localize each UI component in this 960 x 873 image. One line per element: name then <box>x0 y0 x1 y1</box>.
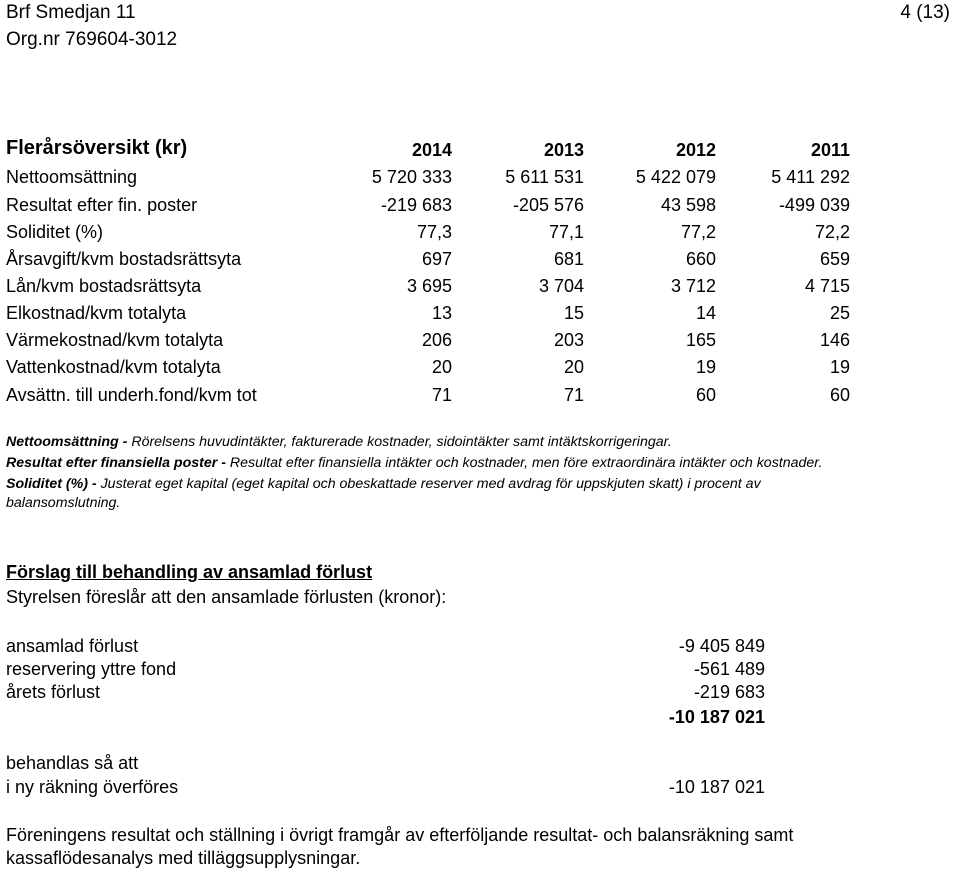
row-label: Årsavgift/kvm bostadsrättsyta <box>6 249 242 269</box>
handled-label: behandlas så att <box>6 753 139 773</box>
row-value: 203 <box>553 330 584 350</box>
year-header: 2014 <box>411 140 452 160</box>
note-text: Justerat eget kapital (eget kapital och obeskattade reserver med avdrag för uppskjuten skatt) i procent av <box>96 476 761 492</box>
row-value: 4 715 <box>804 276 850 296</box>
year-header: 2012 <box>675 140 716 160</box>
org-number: Org.nr 769604-3012 <box>6 29 178 50</box>
row-value: 3 704 <box>538 276 584 296</box>
note-term: Soliditet (%) - <box>6 476 97 492</box>
company-name: Brf Smedjan 11 <box>6 2 136 23</box>
row-value: -499 039 <box>778 195 850 215</box>
row-value: 14 <box>695 303 716 323</box>
row-value: 71 <box>431 385 452 405</box>
row-label: Soliditet (%) <box>6 222 104 242</box>
row-value: 60 <box>695 385 716 405</box>
row-value: 3 695 <box>406 276 452 296</box>
row-label: Vattenkostnad/kvm totalyta <box>6 357 221 377</box>
row-value: 77,2 <box>680 222 716 242</box>
year-header: 2013 <box>543 140 584 160</box>
row-value: 5 720 333 <box>371 167 452 187</box>
note-term: Nettoomsättning - <box>6 434 128 450</box>
row-value: -219 683 <box>380 195 452 215</box>
row-label: Avsättn. till underh.fond/kvm tot <box>6 385 257 405</box>
row-value: 19 <box>829 357 850 377</box>
row-value: 71 <box>563 385 584 405</box>
year-header: 2011 <box>810 140 850 160</box>
item-value: -561 489 <box>693 659 765 679</box>
carry-label: i ny räkning överföres <box>6 777 179 797</box>
item-label: årets förlust <box>6 682 101 702</box>
row-label: Lån/kvm bostadsrättsyta <box>6 276 202 296</box>
row-value: 60 <box>829 385 850 405</box>
row-value: 660 <box>685 249 716 269</box>
overview-title: Flerårsöversikt (kr) <box>6 137 188 159</box>
row-value: 5 422 079 <box>635 167 716 187</box>
row-value: 5 411 292 <box>771 167 850 187</box>
closing-line-2: kassaflödesanalys med tilläggsupplysningar. <box>6 848 361 868</box>
note-text: Resultat efter finansiella intäkter och kostnader, men före extraordinära intäkter och kostnader. <box>225 455 823 471</box>
row-value: 43 598 <box>660 195 716 215</box>
row-value: 681 <box>553 249 584 269</box>
row-value: 77,1 <box>548 222 584 242</box>
note-text: Rörelsens huvudintäkter, fakturerade kostnader, sidointäkter samt intäktskorrigeringar. <box>127 434 672 450</box>
note-resultat <box>6 455 822 472</box>
row-value: 659 <box>819 249 850 269</box>
row-value: 146 <box>819 330 850 350</box>
item-value: -9 405 849 <box>678 636 765 656</box>
row-label: Värmekostnad/kvm totalyta <box>6 330 224 350</box>
closing-line-1: Föreningens resultat och ställning i övrigt framgår av efterföljande resultat- och balansräkning samt <box>6 825 794 845</box>
row-value: 19 <box>695 357 716 377</box>
note-nettoomsattning <box>6 434 672 451</box>
row-value: 165 <box>685 330 716 350</box>
row-label: Resultat efter fin. poster <box>6 195 198 215</box>
note-term: Resultat efter finansiella poster - <box>6 455 226 471</box>
row-value: 697 <box>421 249 452 269</box>
item-label: reservering yttre fond <box>6 659 177 679</box>
item-label: ansamlad förlust <box>6 636 139 656</box>
page-number: 4 (13) <box>900 2 950 23</box>
note-soliditet-cont: balansomslutning. <box>6 495 121 511</box>
row-value: 3 712 <box>670 276 716 296</box>
row-label: Nettoomsättning <box>6 167 138 187</box>
row-label: Elkostnad/kvm totalyta <box>6 303 187 323</box>
row-value: -205 576 <box>512 195 584 215</box>
proposal-intro: Styrelsen föreslår att den ansamlade förlusten (kronor): <box>6 587 447 607</box>
carry-value: -10 187 021 <box>668 777 765 797</box>
proposal-title: Förslag till behandling av ansamlad förlust <box>6 562 373 582</box>
note-soliditet <box>6 476 761 493</box>
row-value: 206 <box>421 330 452 350</box>
row-value: 13 <box>431 303 452 323</box>
proposal-total: -10 187 021 <box>668 707 765 727</box>
row-value: 20 <box>563 357 584 377</box>
row-value: 72,2 <box>814 222 850 242</box>
row-value: 5 611 531 <box>505 167 584 187</box>
row-value: 15 <box>563 303 584 323</box>
row-value: 20 <box>431 357 452 377</box>
item-value: -219 683 <box>693 682 765 702</box>
row-value: 77,3 <box>416 222 452 242</box>
row-value: 25 <box>829 303 850 323</box>
